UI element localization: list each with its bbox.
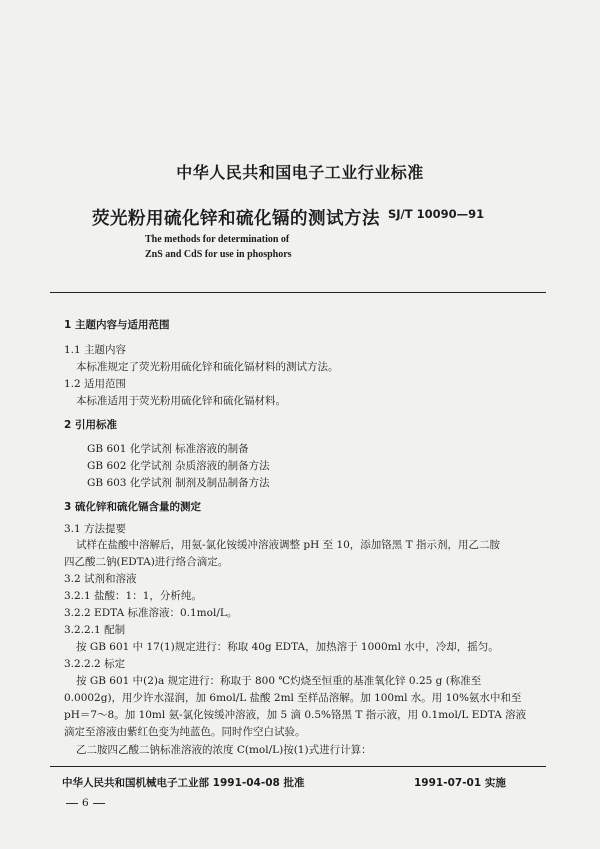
section-3-heading: 3 硫化锌和硫化镉含量的测定 (64, 501, 201, 513)
section-3-2-2-1-text: 按 GB 601 中 17(1)规定进行：称取 40g EDTA，加热溶于 1000ml 水中，冷却，摇匀。 (76, 641, 499, 653)
section-3-2-2-2-line-2: 0.0002g)，用少许水湿润，加 6mol/L 盐酸 2ml 至样品溶解。加 100ml 水。用 10%氨水中和至 (64, 692, 522, 704)
standard-number: SJ/T 10090—91 (388, 207, 485, 221)
section-3-2-2-2-line-3: pH＝7～8。加 10ml 氨-氯化铵缓冲溶液，加 5 滴 0.5%铬黑 T 指示液，用 0.1mol/L EDTA 溶液 (64, 709, 527, 721)
english-title-line-2: ZnS and CdS for use in phosphors (145, 249, 292, 260)
english-title-line-1: The methods for determination of (145, 234, 290, 245)
section-3-1-heading: 3.1 方法提要 (64, 523, 127, 535)
section-3-2-2-2-line-1: 按 GB 601 中(2)a 规定进行：称取于 800 ℃灼烧至恒重的基准氧化锌 0.25 g (称准至 (76, 675, 482, 687)
section-1-2-heading: 1.2 适用范围 (64, 378, 127, 390)
section-1-1-heading: 1.1 主题内容 (64, 344, 127, 356)
section-3-2-2-2-line-5: 乙二胺四乙酸二钠标准溶液的浓度 C(mol/L)按(1)式进行计算： (76, 744, 372, 756)
section-3-1-text-line-2: 四乙酸二钠(EDTA)进行络合滴定。 (64, 556, 229, 568)
section-3-2-2-1-heading: 3.2.2.1 配制 (64, 624, 126, 636)
dash-right (93, 803, 105, 804)
dash-left (66, 803, 78, 804)
section-1-heading: 1 主题内容与适用范围 (64, 319, 170, 331)
section-3-2-2: 3.2.2 EDTA 标准溶液：0.1mol/L。 (64, 607, 238, 619)
reference-gb602: GB 602 化学试剂 杂质溶液的制备方法 (87, 460, 270, 472)
section-3-1-text-line-1: 试样在盐酸中溶解后，用氨-氯化铵缓冲溶液调整 pH 至 10，添加铬黑 T 指示剂，用乙二胺 (76, 539, 500, 551)
header-divider (50, 292, 546, 293)
footer-divider (50, 766, 546, 767)
reference-gb603: GB 603 化学试剂 制剂及制品制备方法 (87, 477, 270, 489)
approval-statement: 中华人民共和国机械电子工业部 1991-04-08 批准 (62, 777, 305, 789)
section-3-2-2-2-line-4: 滴定至溶液由紫红色变为纯蓝色。同时作空白试验。 (64, 726, 306, 738)
issuing-agency: 中华人民共和国电子工业行业标准 (176, 163, 424, 182)
section-3-2-heading: 3.2 试剂和溶液 (64, 573, 137, 585)
reference-gb601: GB 601 化学试剂 标准溶液的制备 (87, 443, 249, 455)
document-title: 荧光粉用硫化锌和硫化镉的测试方法 (92, 209, 380, 229)
section-2-heading: 2 引用标准 (64, 419, 117, 431)
page-number-value: 6 (82, 797, 89, 809)
section-3-2-2-2-heading: 3.2.2.2 标定 (64, 658, 126, 670)
section-3-2-1: 3.2.1 盐酸：1：1，分析纯。 (64, 590, 202, 602)
page-number (62, 797, 109, 809)
section-1-1-text: 本标准规定了荧光粉用硫化锌和硫化镉材料的测试方法。 (76, 361, 339, 373)
implementation-date: 1991-07-01 实施 (414, 777, 506, 789)
section-1-2-text: 本标准适用于荧光粉用硫化锌和硫化镉材料。 (76, 395, 286, 407)
